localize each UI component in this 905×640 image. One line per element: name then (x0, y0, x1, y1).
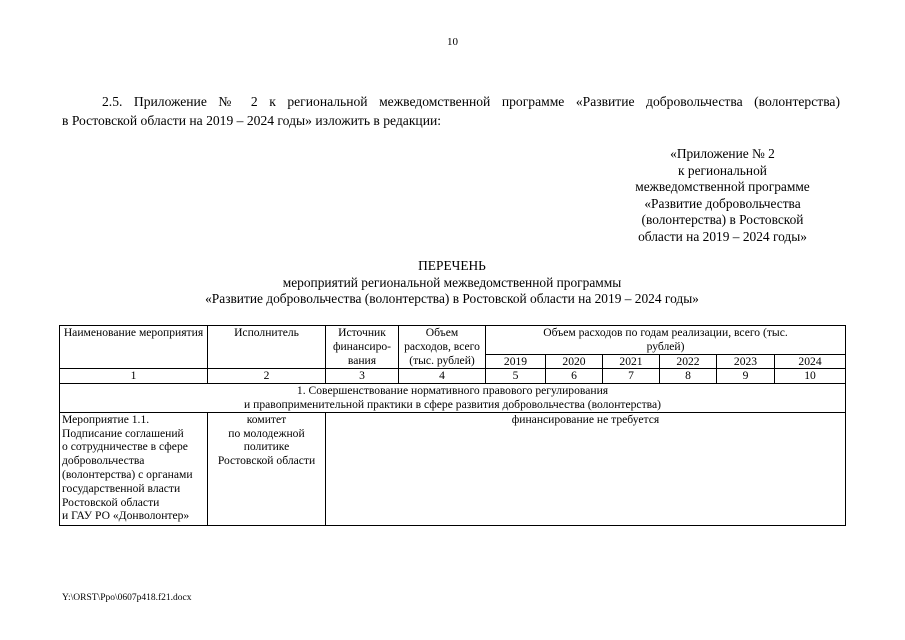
title-subheading: мероприятий региональной межведомственной программы (282, 274, 622, 290)
file-path-footer: Y:\ORST\Ppo\0607p418.f21.docx (62, 593, 192, 603)
year-cell: 2020 (546, 354, 603, 369)
executor-line: по молодежной (228, 426, 305, 440)
executor-line: политике (243, 440, 290, 454)
page-number: 10 (447, 36, 458, 48)
section-row (60, 384, 846, 413)
activity-name-cell (60, 412, 208, 525)
appendix-line: к региональной (678, 162, 767, 178)
column-number: 5 (486, 369, 546, 384)
executor-line: комитет (246, 412, 287, 426)
header-source: Источник финансиро-вания (326, 326, 399, 369)
year-cell: 2021 (603, 354, 660, 369)
year-cell: 2019 (486, 354, 546, 369)
appendix-reference (610, 146, 835, 246)
column-number: 3 (326, 369, 399, 384)
column-number: 6 (546, 369, 603, 384)
section-title (60, 384, 846, 413)
year-cell: 2023 (717, 354, 775, 369)
column-number: 4 (399, 369, 486, 384)
table-header-row (60, 326, 846, 355)
activity-name-line: о сотрудничестве в сфере (62, 440, 188, 454)
activity-name-line: и ГАУ РО «Донволонтер» (62, 509, 190, 523)
table-row (60, 412, 846, 525)
title-program-name: «Развитие добровольчества (волонтерства) в Ростовской области на 2019 – 2024 годы» (205, 291, 699, 306)
column-number: 7 (603, 369, 660, 384)
appendix-line: области на 2019 – 2024 годы» (638, 228, 807, 244)
column-number: 8 (660, 369, 717, 384)
year-cell: 2024 (775, 354, 846, 369)
appendix-line: «Развитие добровольчества (644, 195, 801, 211)
activity-name-line: Мероприятие 1.1. (62, 412, 150, 426)
title-heading: ПЕРЕЧЕНЬ (418, 258, 486, 273)
appendix-line: «Приложение № 2 (670, 146, 775, 161)
executor-cell (208, 412, 326, 525)
intro-line-2: в Ростовской области на 2019 – 2024 годы» изложить в редакции: (62, 113, 442, 128)
column-number-row (60, 369, 846, 384)
executor-line: Ростовской области (217, 454, 316, 468)
document-title (62, 258, 842, 308)
header-volume: Объем расходов, всего (тыс. рублей) (399, 326, 486, 369)
intro-paragraph (62, 92, 840, 130)
header-name: Наименование мероприятия (60, 326, 208, 369)
activities-table (59, 325, 846, 526)
header-executor: Исполнитель (208, 326, 326, 369)
financing-note: финансирование не требуется (326, 412, 846, 525)
section-title-line-2: и правоприменительной практики в сфере развития добровольчества (волонтерства) (244, 397, 661, 411)
column-number: 1 (60, 369, 208, 384)
column-number: 9 (717, 369, 775, 384)
header-by-years: Объем расходов по годам реализации, всего (тыс. рублей) (486, 326, 846, 355)
activity-name-line: государственной власти (62, 481, 181, 495)
intro-line-1: 2.5. Приложение № 2 к региональной межведомственной программе «Развитие добровольчества (волонтерства) (102, 94, 840, 109)
appendix-line: (волонтерства) в Ростовской (641, 212, 804, 228)
section-title-line-1: 1. Совершенствование нормативного правового регулирования (296, 384, 609, 398)
activity-name-line: добровольчества (62, 454, 145, 468)
column-number: 2 (208, 369, 326, 384)
activity-name-line: (волонтерства) с органами (62, 467, 193, 481)
column-number: 10 (775, 369, 846, 384)
year-cell: 2022 (660, 354, 717, 369)
appendix-line: межведомственной программе (635, 179, 810, 195)
activity-name-line: Подписание соглашений (62, 426, 184, 440)
activity-name-line: Ростовской области (62, 495, 160, 509)
